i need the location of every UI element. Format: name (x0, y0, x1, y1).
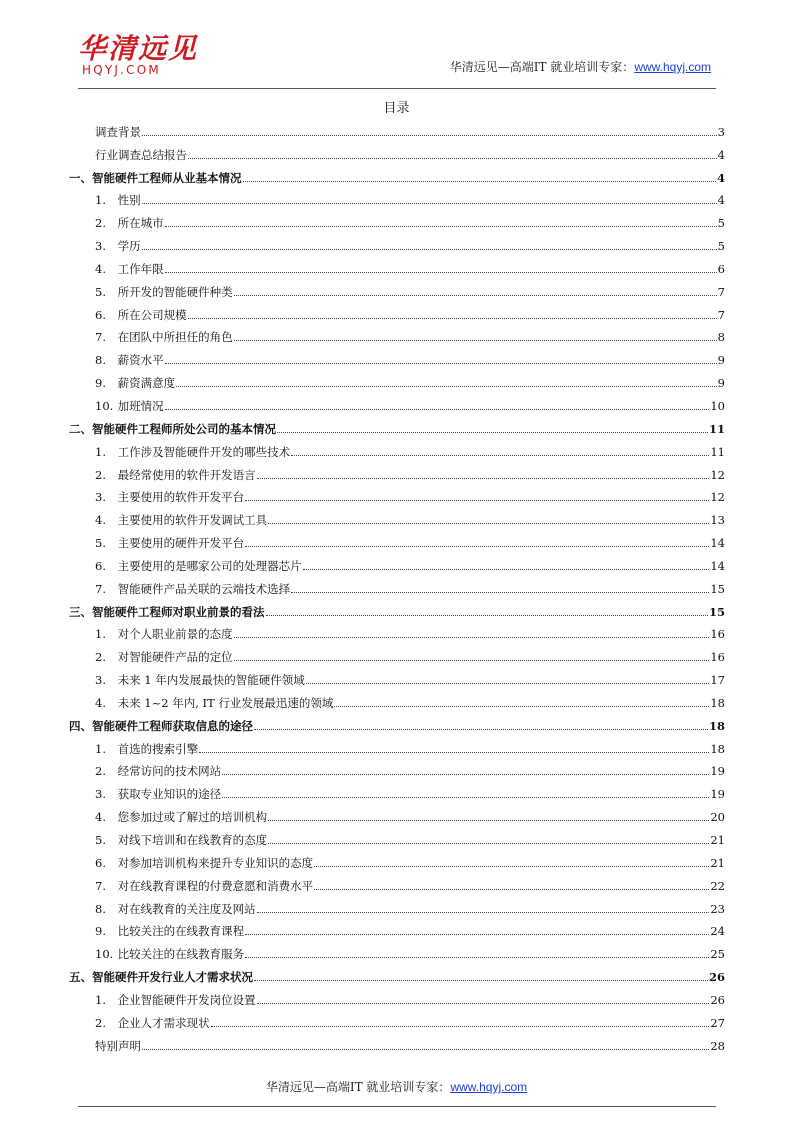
toc-section-entry[interactable] (69, 710, 725, 733)
toc-entry[interactable] (69, 619, 725, 642)
footer-divider (78, 1106, 716, 1107)
toc-entry[interactable] (69, 573, 725, 596)
toc-entry-text: 对线下培训和在线教育的态度 (117, 833, 268, 847)
toc-entry-text: 加班情况 (117, 398, 164, 413)
toc-dot-leader (334, 706, 709, 707)
toc-entry-number: 5. (95, 833, 106, 847)
toc-entry-text: 企业智能硬件开发岗位设置 (117, 992, 256, 1007)
toc-page-number: 18 (710, 695, 725, 710)
toc-entry-label (69, 856, 313, 870)
toc-entry-label (69, 468, 256, 482)
toc-entry-text: 所在城市 (117, 216, 164, 231)
toc-page-number: 15 (710, 581, 725, 596)
toc-entry[interactable] (69, 1030, 725, 1053)
toc-entry-number: 4. (95, 261, 106, 276)
toc-dot-leader (245, 500, 709, 501)
toc-entry-number: 7. (95, 581, 106, 596)
toc-entry[interactable] (69, 139, 725, 162)
toc-entry[interactable] (69, 459, 725, 482)
toc-entry-label (69, 239, 141, 253)
toc-entry-text: 智能硬件开发行业人才需求状况 (92, 970, 253, 985)
toc-dot-leader (222, 797, 709, 798)
toc-entry-text: 学历 (117, 239, 141, 254)
toc-entry-text: 特别声明 (95, 1038, 141, 1053)
toc-entry-label (69, 742, 198, 756)
page-header (0, 0, 793, 92)
toc-entry-number: 4. (95, 695, 106, 710)
toc-entry[interactable] (69, 641, 725, 664)
toc-page-number: 4 (717, 147, 725, 162)
toc-entry-number: 2. (95, 1015, 106, 1030)
toc-entry[interactable] (69, 367, 725, 390)
toc-entry-number: 9. (95, 924, 106, 939)
toc-entry[interactable] (69, 504, 725, 527)
toc-entry[interactable] (69, 733, 725, 756)
toc-entry-label (69, 582, 290, 596)
toc-entry-label (69, 1016, 210, 1030)
toc-entry-label (69, 376, 175, 390)
toc-dot-leader (303, 569, 710, 570)
toc-entry-number: 1. (95, 444, 106, 459)
toc-entry-number: 3. (95, 787, 106, 802)
toc-entry-label (69, 148, 187, 162)
toc-page-number: 5 (717, 239, 725, 254)
toc-entry-label (69, 650, 233, 664)
toc-entry[interactable] (69, 893, 725, 916)
toc-entry-number: 2. (95, 650, 106, 665)
toc-dot-leader (254, 980, 708, 981)
toc-entry-text: 智能硬件工程师所处公司的基本情况 (92, 421, 276, 436)
toc-page-number: 19 (710, 764, 725, 779)
toc-entry-number: 3. (95, 239, 106, 254)
toc-entry-text: 调查背景 (95, 124, 141, 139)
toc-dot-leader (245, 934, 709, 935)
toc-page-number: 12 (710, 467, 725, 482)
toc-entry-number: 2. (95, 764, 106, 779)
toc-entry-label (69, 833, 267, 847)
toc-dot-leader (257, 478, 710, 479)
toc-dot-leader (314, 866, 709, 867)
toc-entry-label (69, 879, 313, 893)
toc-entry-number: 6. (95, 558, 106, 573)
toc-page-number: 15 (708, 604, 725, 619)
toc-page-number: 9 (717, 353, 725, 368)
toc-section-entry[interactable] (69, 961, 725, 984)
toc-entry-number: 二、 (69, 421, 92, 436)
toc-entry-text: 对智能硬件产品的定位 (117, 650, 233, 665)
toc-entry-number: 1. (95, 741, 106, 756)
toc-section-entry[interactable] (69, 162, 725, 185)
footer-slogan (0, 1078, 793, 1095)
toc-page-number: 27 (710, 1015, 725, 1030)
toc-dot-leader (142, 203, 717, 204)
toc-entry-text: 对参加培训机构来提升专业知识的态度 (117, 855, 314, 870)
toc-dot-leader (142, 135, 717, 136)
toc-page-number: 11 (710, 444, 725, 459)
toc-page-number: 26 (708, 970, 725, 985)
toc-page-number: 14 (710, 536, 725, 551)
toc-entry-label (69, 285, 233, 299)
toc-entry[interactable] (69, 527, 725, 550)
toc-entry-label (69, 673, 305, 687)
toc-entry[interactable] (69, 550, 725, 573)
toc-page-number: 22 (710, 878, 725, 893)
toc-dot-leader (142, 1049, 709, 1050)
toc-dot-leader (176, 386, 717, 387)
toc-entry-text: 智能硬件工程师获取信息的途径 (92, 718, 253, 733)
toc-entry[interactable] (69, 916, 725, 939)
toc-entry-text: 薪资满意度 (117, 376, 176, 391)
toc-entry-label (69, 696, 333, 710)
toc-entry[interactable] (69, 870, 725, 893)
toc-page-number: 3 (717, 124, 725, 139)
toc-entry-label (69, 605, 265, 619)
toc-entry-text: 薪资水平 (117, 353, 164, 368)
toc-dot-leader (234, 637, 710, 638)
toc-entry-text: 在团队中所担任的角色 (117, 330, 233, 345)
toc-entry-label (69, 902, 256, 916)
toc-entry[interactable] (69, 482, 725, 505)
toc-dot-leader (266, 615, 708, 616)
toc-dot-leader (306, 683, 710, 684)
toc-page-number: 24 (710, 924, 725, 939)
toc-entry-text: 所在公司规模 (117, 307, 187, 322)
toc-entry-number: 2. (95, 216, 106, 231)
toc-dot-leader (234, 660, 710, 661)
toc-dot-leader (243, 181, 716, 182)
table-of-contents (69, 116, 725, 1053)
toc-entry-text: 对在线教育课程的付费意愿和消费水平 (117, 878, 314, 893)
company-logo (78, 34, 198, 76)
toc-entry-label (69, 262, 164, 276)
toc-entry-label (69, 125, 141, 139)
toc-dot-leader (234, 295, 717, 296)
toc-entry-text: 行业调查总结报告 (95, 147, 187, 162)
toc-dot-leader (268, 820, 709, 821)
toc-dot-leader (142, 249, 717, 250)
toc-entry-text: 未来 1 年内发展最快的智能硬件领域 (117, 673, 305, 688)
toc-entry[interactable] (69, 1007, 725, 1030)
toc-entry[interactable] (69, 664, 725, 687)
toc-entry-text: 工作年限 (117, 261, 164, 276)
toc-entry-text: 所开发的智能硬件种类 (117, 284, 233, 299)
toc-entry[interactable] (69, 322, 725, 345)
toc-page-number: 26 (710, 992, 725, 1007)
toc-entry-label (69, 422, 276, 436)
toc-page-number: 17 (710, 673, 725, 688)
toc-entry[interactable] (69, 938, 725, 961)
toc-entry-label (69, 216, 164, 230)
toc-entry-label (69, 513, 267, 527)
toc-dot-leader (314, 889, 709, 890)
toc-entry-text: 最经常使用的软件开发语言 (117, 467, 256, 482)
toc-entry[interactable] (69, 276, 725, 299)
toc-section-entry[interactable] (69, 596, 725, 619)
toc-entry-number: 8. (95, 353, 106, 368)
toc-entry-number: 3. (95, 673, 106, 688)
toc-page-number: 6 (717, 261, 725, 276)
toc-dot-leader (165, 409, 710, 410)
toc-entry[interactable] (69, 390, 725, 413)
toc-entry-label (69, 559, 302, 573)
toc-entry[interactable] (69, 801, 725, 824)
footer-website-link[interactable]: www.hqyj.com (450, 1080, 528, 1094)
toc-dot-leader (199, 752, 709, 753)
toc-entry[interactable] (69, 847, 725, 870)
toc-dot-leader (211, 1026, 710, 1027)
toc-dot-leader (257, 1003, 710, 1004)
toc-entry-text: 主要使用的软件开发平台 (117, 490, 245, 505)
logo-english-text: HQYJ.COM (82, 63, 161, 77)
header-divider (78, 88, 716, 89)
toc-dot-leader (291, 592, 709, 593)
toc-entry-number: 一、 (69, 170, 92, 185)
toc-dot-leader (291, 455, 709, 456)
toc-page-number: 25 (710, 947, 725, 962)
toc-entry-text: 企业人才需求现状 (117, 1015, 210, 1030)
logo-chinese-text: 华清远见 (78, 32, 199, 65)
toc-page-number: 10 (710, 398, 725, 413)
toc-dot-leader (188, 158, 717, 159)
toc-entry-label (69, 308, 187, 322)
toc-entry-label (69, 993, 256, 1007)
toc-entry-number: 四、 (69, 718, 92, 733)
toc-entry-text: 主要使用的硬件开发平台 (117, 536, 245, 551)
toc-dot-leader (245, 957, 709, 958)
toc-page-number: 23 (710, 901, 725, 916)
toc-page-number: 7 (717, 307, 725, 322)
toc-entry-text: 未来 1~2 年内, IT 行业发展最迅速的领域 (117, 695, 334, 710)
toc-entry[interactable] (69, 778, 725, 801)
toc-entry-label (69, 193, 141, 207)
toc-entry-text: 首选的搜索引擎 (117, 741, 199, 756)
toc-entry-number: 7. (95, 878, 106, 893)
toc-entry-label (69, 787, 221, 801)
toc-entry-number: 4. (95, 810, 106, 825)
toc-dot-leader (254, 729, 708, 730)
toc-entry[interactable] (69, 253, 725, 276)
toc-entry[interactable] (69, 344, 725, 367)
toc-entry-text: 性别 (117, 193, 141, 208)
toc-entry[interactable] (69, 436, 725, 459)
toc-entry-text: 您参加过或了解过的培训机构 (117, 810, 268, 825)
toc-dot-leader (257, 912, 710, 913)
toc-page-number: 28 (710, 1038, 725, 1053)
toc-entry[interactable] (69, 230, 725, 253)
toc-entry-number: 1. (95, 627, 106, 642)
toc-entry-label (69, 627, 233, 641)
toc-entry-text: 比较关注的在线教育课程 (117, 924, 245, 939)
toc-entry[interactable] (69, 207, 725, 230)
toc-entry-number: 5. (95, 284, 106, 299)
toc-page-number: 4 (717, 193, 725, 208)
toc-entry-number: 三、 (69, 604, 92, 619)
toc-entry-label (69, 490, 244, 504)
toc-entry-label (69, 399, 164, 413)
toc-dot-leader (222, 774, 709, 775)
toc-entry-label (69, 970, 253, 984)
toc-entry-number: 5. (95, 536, 106, 551)
toc-entry-number: 10. (95, 947, 114, 962)
toc-page-number: 7 (717, 284, 725, 299)
toc-entry-text: 比较关注的在线教育服务 (117, 947, 245, 962)
toc-entry-text: 获取专业知识的途径 (117, 787, 222, 802)
toc-entry-label (69, 445, 290, 459)
toc-entry-text: 对个人职业前景的态度 (117, 627, 233, 642)
toc-title: 目录 (383, 101, 410, 116)
toc-entry-number: 2. (95, 467, 106, 482)
toc-page-number: 13 (710, 513, 725, 528)
toc-dot-leader (165, 226, 717, 227)
toc-page-number: 19 (710, 787, 725, 802)
toc-entry[interactable] (69, 116, 725, 139)
toc-entry-label (69, 1039, 141, 1053)
toc-entry-label (69, 764, 221, 778)
toc-entry-text: 智能硬件工程师对职业前景的看法 (92, 604, 265, 619)
toc-entry-number: 9. (95, 376, 106, 391)
toc-entry-label (69, 171, 242, 185)
toc-entry-label (69, 719, 253, 733)
toc-dot-leader (165, 363, 717, 364)
toc-entry-number: 五、 (69, 970, 92, 985)
header-website-link[interactable]: www.hqyj.com (634, 60, 711, 74)
toc-page-number: 20 (710, 810, 725, 825)
toc-page-number: 18 (710, 741, 725, 756)
toc-entry-label (69, 353, 164, 367)
toc-dot-leader (188, 318, 717, 319)
toc-entry[interactable] (69, 984, 725, 1007)
toc-page-number: 12 (710, 490, 725, 505)
toc-entry[interactable] (69, 824, 725, 847)
toc-entry-number: 10. (95, 398, 114, 413)
toc-entry[interactable] (69, 185, 725, 208)
toc-page-number: 14 (710, 558, 725, 573)
toc-entry-text: 经常访问的技术网站 (117, 764, 222, 779)
toc-entry-number: 6. (95, 855, 106, 870)
toc-section-entry[interactable] (69, 413, 725, 436)
toc-entry-label (69, 924, 244, 938)
toc-entry[interactable] (69, 687, 725, 710)
toc-entry-text: 智能硬件产品关联的云端技术选择 (117, 581, 291, 596)
toc-entry-number: 1. (95, 992, 106, 1007)
toc-page-number: 21 (710, 833, 725, 847)
toc-entry-label (69, 536, 244, 550)
header-slogan (450, 58, 711, 75)
toc-entry[interactable] (69, 756, 725, 779)
toc-dot-leader (277, 432, 708, 433)
toc-entry-number: 4. (95, 513, 106, 528)
toc-dot-leader (268, 843, 709, 844)
toc-page-number: 9 (717, 376, 725, 391)
toc-dot-leader (234, 340, 717, 341)
footer-slogan-text: 华清远见—高端IT 就业培训专家： (265, 1080, 451, 1094)
toc-dot-leader (245, 546, 709, 547)
header-slogan-text: 华清远见—高端IT 就业培训专家： (449, 60, 635, 74)
toc-page-number: 8 (717, 330, 725, 345)
toc-entry-text: 对在线教育的关注度及网站 (117, 901, 256, 916)
toc-page-number: 5 (717, 216, 725, 231)
toc-entry-label (69, 330, 233, 344)
toc-entry[interactable] (69, 299, 725, 322)
toc-page-number: 16 (710, 627, 725, 642)
toc-entry-text: 主要使用的软件开发调试工具 (117, 513, 268, 528)
toc-entry-number: 1. (95, 193, 106, 208)
toc-page-number: 16 (710, 650, 725, 665)
toc-page-number: 11 (708, 421, 725, 436)
toc-entry-number: 7. (95, 330, 106, 345)
toc-entry-text: 工作涉及智能硬件开发的哪些技术 (117, 444, 291, 459)
toc-entry-number: 8. (95, 901, 106, 916)
toc-entry-label (69, 810, 267, 824)
toc-page-number: 4 (716, 170, 725, 185)
toc-dot-leader (268, 523, 709, 524)
toc-entry-label (69, 947, 244, 961)
toc-entry-number: 6. (95, 307, 106, 322)
toc-entry-text: 主要使用的是哪家公司的处理器芯片 (117, 558, 302, 573)
toc-dot-leader (165, 272, 717, 273)
toc-entry-text: 智能硬件工程师从业基本情况 (92, 170, 242, 185)
toc-page-number: 18 (708, 718, 725, 733)
toc-page-number: 21 (710, 855, 725, 870)
toc-entry-number: 3. (95, 490, 106, 505)
